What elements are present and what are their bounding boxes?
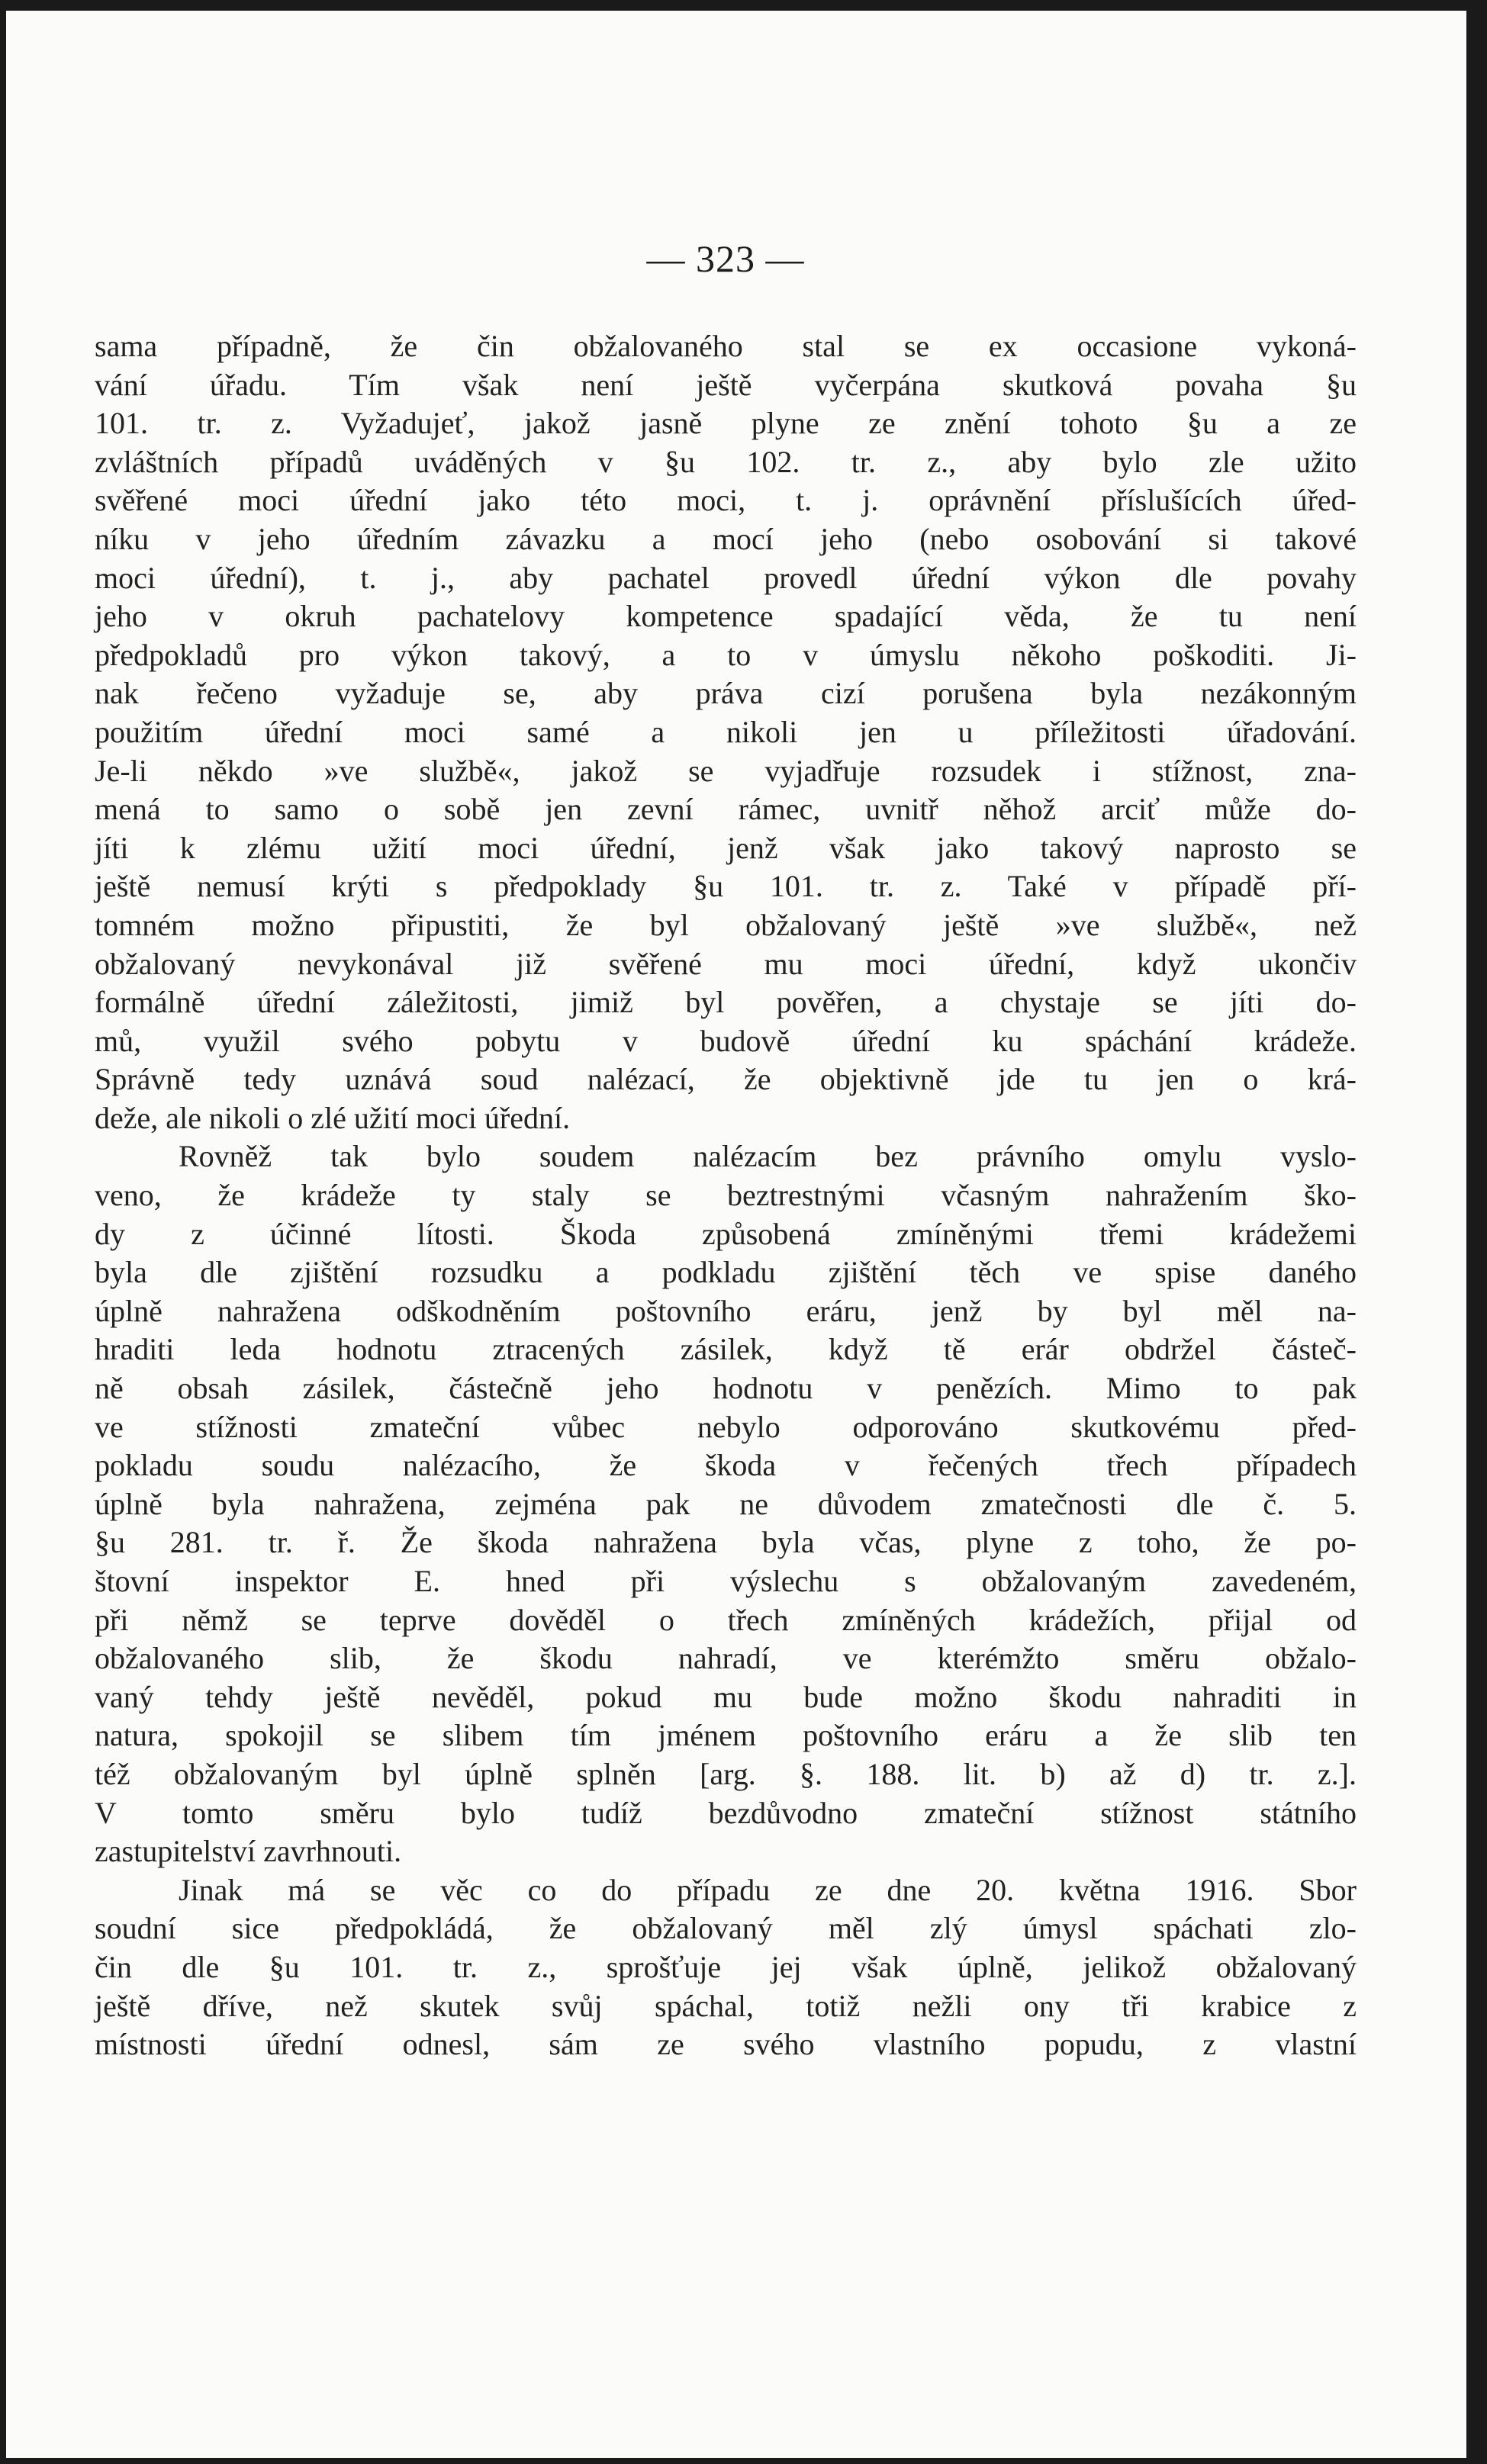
text-line: štovní inspektor E. hned při výslechu s obžalovaným zavedeném, [95, 1564, 1357, 1598]
text-line: pokladu soudu nalézacího, že škoda v řečených třech případech [95, 1448, 1357, 1483]
text-line: obžalovaného slib, že škodu nahradí, ve kterémžto směru obžalo- [95, 1641, 1357, 1676]
text-line: hraditi leda hodnotu ztracených zásilek, když tě erár obdržel částeč- [95, 1332, 1357, 1367]
text-line: při němž se teprve dověděl o třech zmíněných krádežích, přijal od [95, 1602, 1357, 1637]
text-line: soudní sice předpokládá, že obžalovaný měl zlý úmysl spáchati zlo- [95, 1911, 1357, 1946]
body-text [95, 327, 1357, 2064]
text-line: Rovněž tak bylo soudem nalézacím bez právního omylu vyslo- [179, 1139, 1357, 1174]
text-line: úplně byla nahražena, zejména pak ne důvodem zmatečnosti dle č. 5. [95, 1486, 1357, 1521]
text-line: též obžalovaným byl úplně splněn [arg. §. 188. lit. b) až d) tr. z.]. [95, 1756, 1357, 1791]
text-line: tomném možno připustiti, že byl obžalovaný ještě »ve službě«, než [95, 907, 1357, 942]
text-line: nak řečeno vyžaduje se, aby práva cizí porušena byla nezákonným [95, 676, 1357, 711]
text-line: byla dle zjištění rozsudku a podkladu zjištění těch ve spise daného [95, 1255, 1357, 1290]
text-line: §u 281. tr. ř. Že škoda nahražena byla včas, plyne z toho, že po- [95, 1525, 1357, 1560]
text-line: zastupitelství zavrhnouti. [95, 1834, 402, 1869]
text-line: mená to samo o sobě jen zevní rámec, uvnitř něhož arciť může do- [95, 792, 1357, 827]
text-line: vání úřadu. Tím však není ještě vyčerpána skutková povaha §u [95, 367, 1357, 402]
text-line: jíti k zlému užití moci úřední, jenž však jako takový naprosto se [95, 830, 1357, 865]
text-line: sama případně, že čin obžalovaného stal se ex occasione vykoná- [95, 329, 1357, 363]
book-page [6, 11, 1466, 2458]
text-line: jeho v okruh pachatelovy kompetence spadající věda, že tu není [95, 599, 1357, 634]
text-line: místnosti úřední odnesl, sám ze svého vlastního popudu, z vlastní [95, 2027, 1357, 2062]
text-line: čin dle §u 101. tr. z., sprošťuje jej však úplně, jelikož obžalovaný [95, 1949, 1357, 1984]
text-line: V tomto směru bylo tudíž bezdůvodno zmateční stížnost státního [95, 1795, 1357, 1830]
text-line: moci úřední), t. j., aby pachatel provedl úřední výkon dle povahy [95, 560, 1357, 595]
text-line: ještě dříve, než skutek svůj spáchal, totiž nežli ony tři krabice z [95, 1988, 1357, 2023]
text-line: mů, využil svého pobytu v budově úřední ku spáchání krádeže. [95, 1023, 1357, 1058]
text-line: 101. tr. z. Vyžadujeť, jakož jasně plyne ze znění tohoto §u a ze [95, 406, 1357, 441]
text-line: deže, ale nikoli o zlé užití moci úřední. [95, 1100, 571, 1135]
text-line: Je-li někdo »ve službě«, jakož se vyjadřuje rozsudek i stížnost, zna- [95, 753, 1357, 788]
text-line: Jinak má se věc co do případu ze dne 20. května 1916. Sbor [179, 1872, 1357, 1907]
text-line: níku v jeho úředním závazku a mocí jeho (nebo osobování si takové [95, 521, 1357, 556]
text-line: vaný tehdy ještě nevěděl, pokud mu bude možno škodu nahraditi in [95, 1679, 1357, 1714]
text-line: Správně tedy uznává soud nalézací, že objektivně jde tu jen o krá- [95, 1062, 1357, 1097]
text-line: ve stížnosti zmateční vůbec nebylo odporováno skutkovému před- [95, 1409, 1357, 1444]
text-line: úplně nahražena odškodněním poštovního eráru, jenž by byl měl na- [95, 1293, 1357, 1328]
text-line: předpokladů pro výkon takový, a to v úmyslu někoho poškoditi. Ji- [95, 637, 1357, 672]
text-line: dy z účinné lítosti. Škoda způsobená zmíněnými třemi krádežemi [95, 1216, 1357, 1251]
text-line: použitím úřední moci samé a nikoli jen u příležitosti úřadování. [95, 714, 1357, 749]
page-number: — 323 — [646, 237, 805, 280]
text-line: zvláštních případů uváděných v §u 102. tr. z., aby bylo zle užito [95, 444, 1357, 479]
text-line: formálně úřední záležitosti, jimiž byl pověřen, a chystaje se jíti do- [95, 985, 1357, 1020]
text-line: ně obsah zásilek, částečně jeho hodnotu v penězích. Mimo to pak [95, 1371, 1357, 1406]
text-line: veno, že krádeže ty staly se beztrestnými včasným nahražením ško- [95, 1178, 1357, 1213]
text-line: natura, spokojil se slibem tím jménem poštovního eráru a že slib ten [95, 1718, 1357, 1753]
text-line: obžalovaný nevykonával již svěřené mu moci úřední, když ukončiv [95, 946, 1357, 981]
text-line: svěřené moci úřední jako této moci, t. j. oprávnění příslušících úřed- [95, 483, 1357, 518]
text-line: ještě nemusí krýti s předpoklady §u 101. tr. z. Také v případě pří- [95, 869, 1357, 904]
